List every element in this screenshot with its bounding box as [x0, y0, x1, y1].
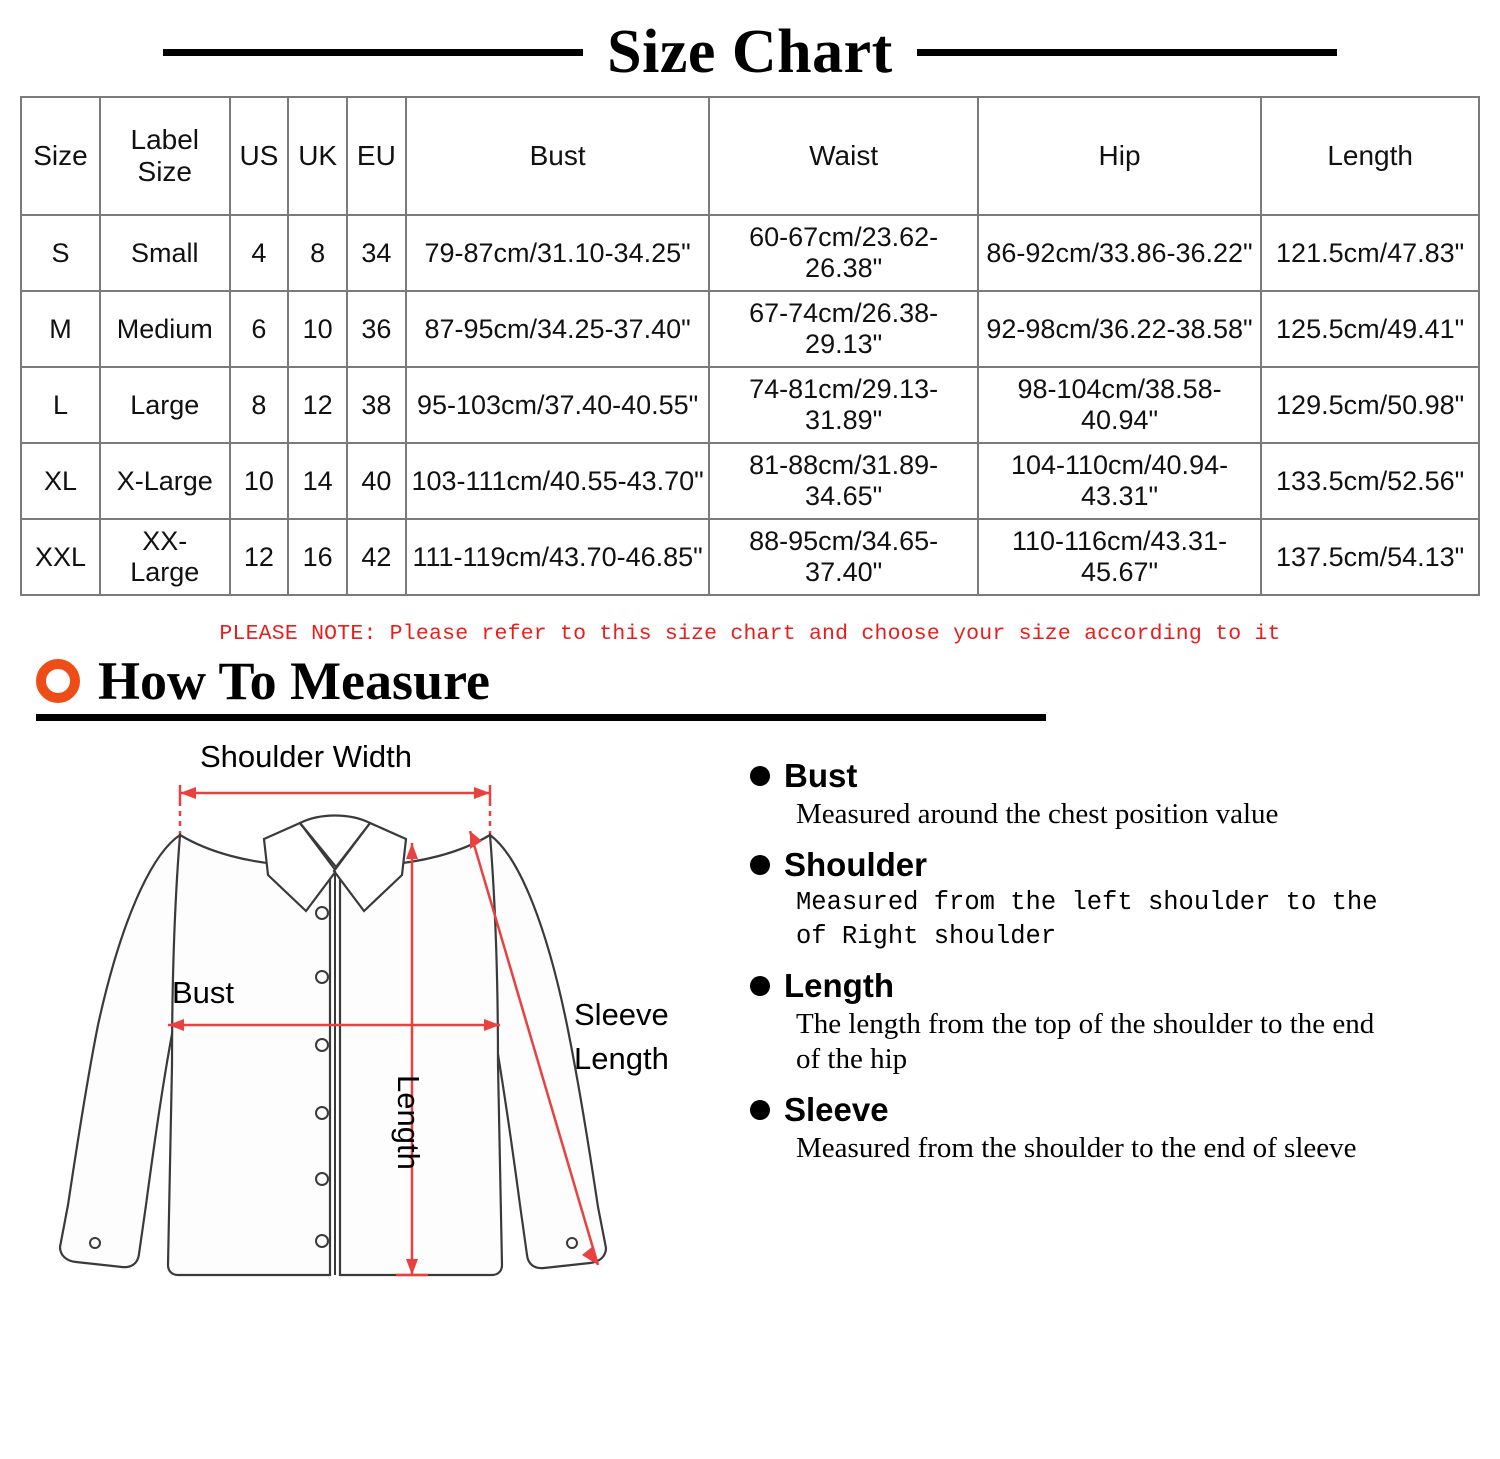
shirt-outline	[60, 835, 606, 1275]
how-to-measure-header	[0, 651, 1500, 711]
table-header-row	[21, 97, 1479, 215]
cell-length: 129.5cm/50.98"	[1261, 367, 1479, 443]
column-header-us: US	[230, 97, 289, 215]
cell-eu: 36	[347, 291, 406, 367]
cell-us: 10	[230, 443, 289, 519]
cell-size: S	[21, 215, 100, 291]
cell-uk: 8	[288, 215, 347, 291]
cell-length: 125.5cm/49.41"	[1261, 291, 1479, 367]
table-row	[21, 291, 1479, 367]
shirt-diagram-svg	[0, 735, 740, 1335]
cell-us: 4	[230, 215, 289, 291]
definition-description: The length from the top of the shoulder to the end of the hip	[796, 1007, 1375, 1076]
cell-label-size: Medium	[100, 291, 230, 367]
cell-waist: 74-81cm/29.13-31.89"	[709, 367, 977, 443]
label-sleeve-length-line2: Length	[574, 1041, 669, 1076]
cell-eu: 34	[347, 215, 406, 291]
cell-bust: 95-103cm/37.40-40.55"	[406, 367, 710, 443]
definition-shoulder-head	[750, 846, 1470, 884]
definition-term: Bust	[784, 757, 858, 794]
definition-bust-head	[750, 757, 1470, 795]
definition-sleeve-head	[750, 1091, 1470, 1129]
cell-bust: 87-95cm/34.25-37.40"	[406, 291, 710, 367]
column-header-uk: UK	[288, 97, 347, 215]
cell-bust: 111-119cm/43.70-46.85"	[406, 519, 710, 595]
size-chart-note: PLEASE NOTE: Please refer to this size chart and choose your size according to it	[219, 622, 1281, 646]
page-title-row	[0, 0, 1500, 96]
definition-length	[750, 967, 1470, 1078]
label-bust: Bust	[172, 975, 235, 1010]
cell-waist: 81-88cm/31.89-34.65"	[709, 443, 977, 519]
cell-hip: 110-116cm/43.31-45.67"	[978, 519, 1262, 595]
measurement-definitions	[740, 735, 1500, 1335]
cell-length: 137.5cm/54.13"	[1261, 519, 1479, 595]
column-header-length: Length	[1261, 97, 1479, 215]
size-table-wrapper	[0, 96, 1500, 596]
cell-waist: 88-95cm/34.65-37.40"	[709, 519, 977, 595]
definition-shoulder	[750, 846, 1470, 952]
column-header-bust: Bust	[406, 97, 710, 215]
cell-size: M	[21, 291, 100, 367]
cell-eu: 38	[347, 367, 406, 443]
cell-uk: 14	[288, 443, 347, 519]
label-size-line2: Large	[130, 557, 200, 587]
size-chart-table	[20, 96, 1480, 596]
label-sleeve-length-line1: Sleeve	[574, 997, 669, 1032]
definition-sleeve	[750, 1091, 1470, 1166]
table-header	[21, 97, 1479, 215]
definition-description: Measured from the shoulder to the end of sleeve	[796, 1132, 1357, 1165]
bullet-dot-icon	[750, 976, 770, 996]
column-header-eu: EU	[347, 97, 406, 215]
cell-waist: 60-67cm/23.62-26.38"	[709, 215, 977, 291]
cell-us: 6	[230, 291, 289, 367]
definition-bust	[750, 757, 1470, 832]
column-header-size: Size	[21, 97, 100, 215]
table-row	[21, 367, 1479, 443]
garment-measurement-diagram	[0, 735, 740, 1335]
cell-hip: 86-92cm/33.86-36.22"	[978, 215, 1262, 291]
cell-label-size: Large	[100, 367, 230, 443]
page-title: Size Chart	[607, 17, 893, 86]
label-length: Length	[391, 1075, 426, 1170]
cell-bust: 79-87cm/31.10-34.25"	[406, 215, 710, 291]
cell-size: L	[21, 367, 100, 443]
cell-label-size: X-Large	[100, 443, 230, 519]
cell-uk: 10	[288, 291, 347, 367]
cell-uk: 16	[288, 519, 347, 595]
title-rule-right	[917, 49, 1337, 56]
ring-bullet-icon	[36, 659, 80, 703]
cell-hip: 98-104cm/38.58-40.94"	[978, 367, 1262, 443]
cell-uk: 12	[288, 367, 347, 443]
cell-us: 12	[230, 519, 289, 595]
cell-hip: 104-110cm/40.94-43.31"	[978, 443, 1262, 519]
cell-eu: 42	[347, 519, 406, 595]
table-row	[21, 519, 1479, 595]
cell-bust: 103-111cm/40.55-43.70"	[406, 443, 710, 519]
bullet-dot-icon	[750, 1100, 770, 1120]
label-size-line2: Size	[137, 156, 192, 187]
table-row	[21, 215, 1479, 291]
cell-label-size: Small	[100, 215, 230, 291]
cell-us: 8	[230, 367, 289, 443]
definition-description: Measured from the left shoulder to the of Right shoulder	[796, 888, 1378, 951]
definition-term: Length	[784, 966, 894, 1004]
definition-term: Sleeve	[784, 1091, 889, 1129]
definition-description: Measured around the chest position value	[796, 798, 1279, 830]
how-to-measure-body	[0, 721, 1500, 1335]
cell-label-size	[100, 519, 230, 595]
table-body	[21, 215, 1479, 595]
column-header-hip: Hip	[978, 97, 1262, 215]
cell-waist: 67-74cm/26.38-29.13"	[709, 291, 977, 367]
cell-size: XL	[21, 443, 100, 519]
cell-length: 133.5cm/52.56"	[1261, 443, 1479, 519]
column-header-waist: Waist	[709, 97, 977, 215]
title-rule-left	[163, 49, 583, 56]
definition-term: Shoulder	[784, 846, 928, 884]
label-size-line1: XX-	[142, 526, 188, 556]
cell-size: XXL	[21, 519, 100, 595]
cell-hip: 92-98cm/36.22-38.58"	[978, 291, 1262, 367]
label-shoulder-width: Shoulder Width	[200, 739, 412, 774]
cell-length: 121.5cm/47.83"	[1261, 215, 1479, 291]
how-to-measure-title: How To Measure	[98, 651, 491, 711]
bullet-dot-icon	[750, 855, 770, 875]
table-row	[21, 443, 1479, 519]
cell-eu: 40	[347, 443, 406, 519]
how-to-measure-underline	[36, 714, 1046, 721]
label-size-line1: Label	[130, 124, 200, 155]
column-header-label-size	[100, 97, 230, 215]
bullet-dot-icon	[750, 766, 770, 786]
definition-length-head	[750, 967, 1470, 1005]
